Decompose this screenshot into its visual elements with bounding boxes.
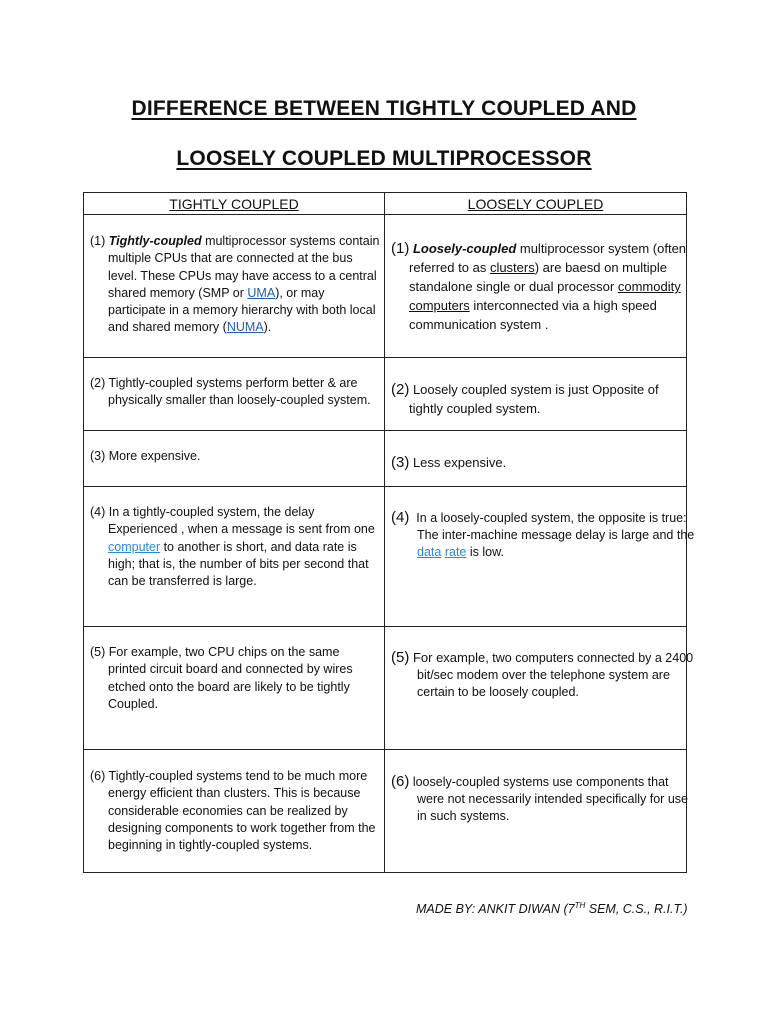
tightly-point-2: (2) Tightly-coupled systems perform better & are physically smaller than loosely-coupled system. (90, 376, 371, 408)
tightly-point-1: (1) Tightly-coupled multiprocessor systems contain multiple CPUs that are connected at the bus level. These CPUs may have access to a central shared memory (SMP or UMA), or may participate in a memory hierarchy with both local and shared memory (NUMA). (90, 234, 380, 335)
loosely-point-3: (3) Less expensive. (391, 454, 507, 471)
comparison-table (83, 192, 695, 873)
table-header-row (84, 193, 687, 215)
uma-link[interactable]: UMA (247, 285, 276, 300)
data-link[interactable]: data (417, 545, 442, 559)
rate-link[interactable]: rate (444, 545, 467, 559)
loosely-point-2: (2) Loosely coupled system is just Opposite of tightly coupled system. (391, 381, 659, 416)
page-title-line-2: LOOSELY COUPLED MULTIPROCESSOR (176, 147, 592, 170)
loosely-point-6: (6) loosely-coupled systems use components that were not necessarily intended specifically for use in such systems. (391, 773, 688, 823)
tightly-point-5: (5) For example, two CPU chips on the same printed circuit board and connected by wires etched onto the board are likely to be tightly Coupled. (90, 645, 353, 711)
table-row (84, 215, 687, 358)
tightly-point-3: (3) More expensive. (90, 449, 201, 463)
tightly-point-4: (4) In a tightly-coupled system, the delay Experienced , when a message is sent from one computer to another is short, and data rate is high; that is, the number of bits per second that can be transferred is large. (90, 505, 375, 589)
loosely-point-1: (1) Loosely-coupled multiprocessor system (often referred to as clusters) are baesd on multiple standalone single or dual processor commodity computers interconnected via a high speed communication system . (391, 240, 687, 332)
author-credit: MADE BY: ANKIT DIWAN (7TH SEM, C.S., R.I.T.) (416, 901, 688, 917)
clusters-link[interactable]: clusters (489, 260, 535, 275)
page-title-line-1: DIFFERENCE BETWEEN TIGHTLY COUPLED AND (131, 97, 637, 120)
table-row (84, 358, 687, 431)
loosely-point-5: (5) For example, two computers connected by a 2400 bit/sec modem over the telephone system are certain to be loosely coupled. (391, 649, 694, 699)
table-row (84, 627, 687, 750)
header-loosely-coupled: LOOSELY COUPLED (385, 193, 687, 215)
commodity-computers-link[interactable]: commodity computers (409, 279, 681, 313)
table-row (84, 750, 687, 873)
tightly-point-6: (6) Tightly-coupled systems tend to be much more energy efficient than clusters. This is because considerable economies can be realized by designing components to work together from the beginning in tightly-coupled systems. (90, 769, 376, 853)
loosely-point-4: (4) In a loosely-coupled system, the opposite is true: The inter-machine message delay is large and the data rate is low. (391, 509, 695, 559)
numa-link[interactable]: NUMA (226, 320, 264, 335)
table-row (84, 431, 687, 487)
computer-link[interactable]: computer (108, 539, 161, 554)
table-row (84, 487, 687, 627)
header-tightly-coupled: TIGHTLY COUPLED (84, 193, 385, 215)
